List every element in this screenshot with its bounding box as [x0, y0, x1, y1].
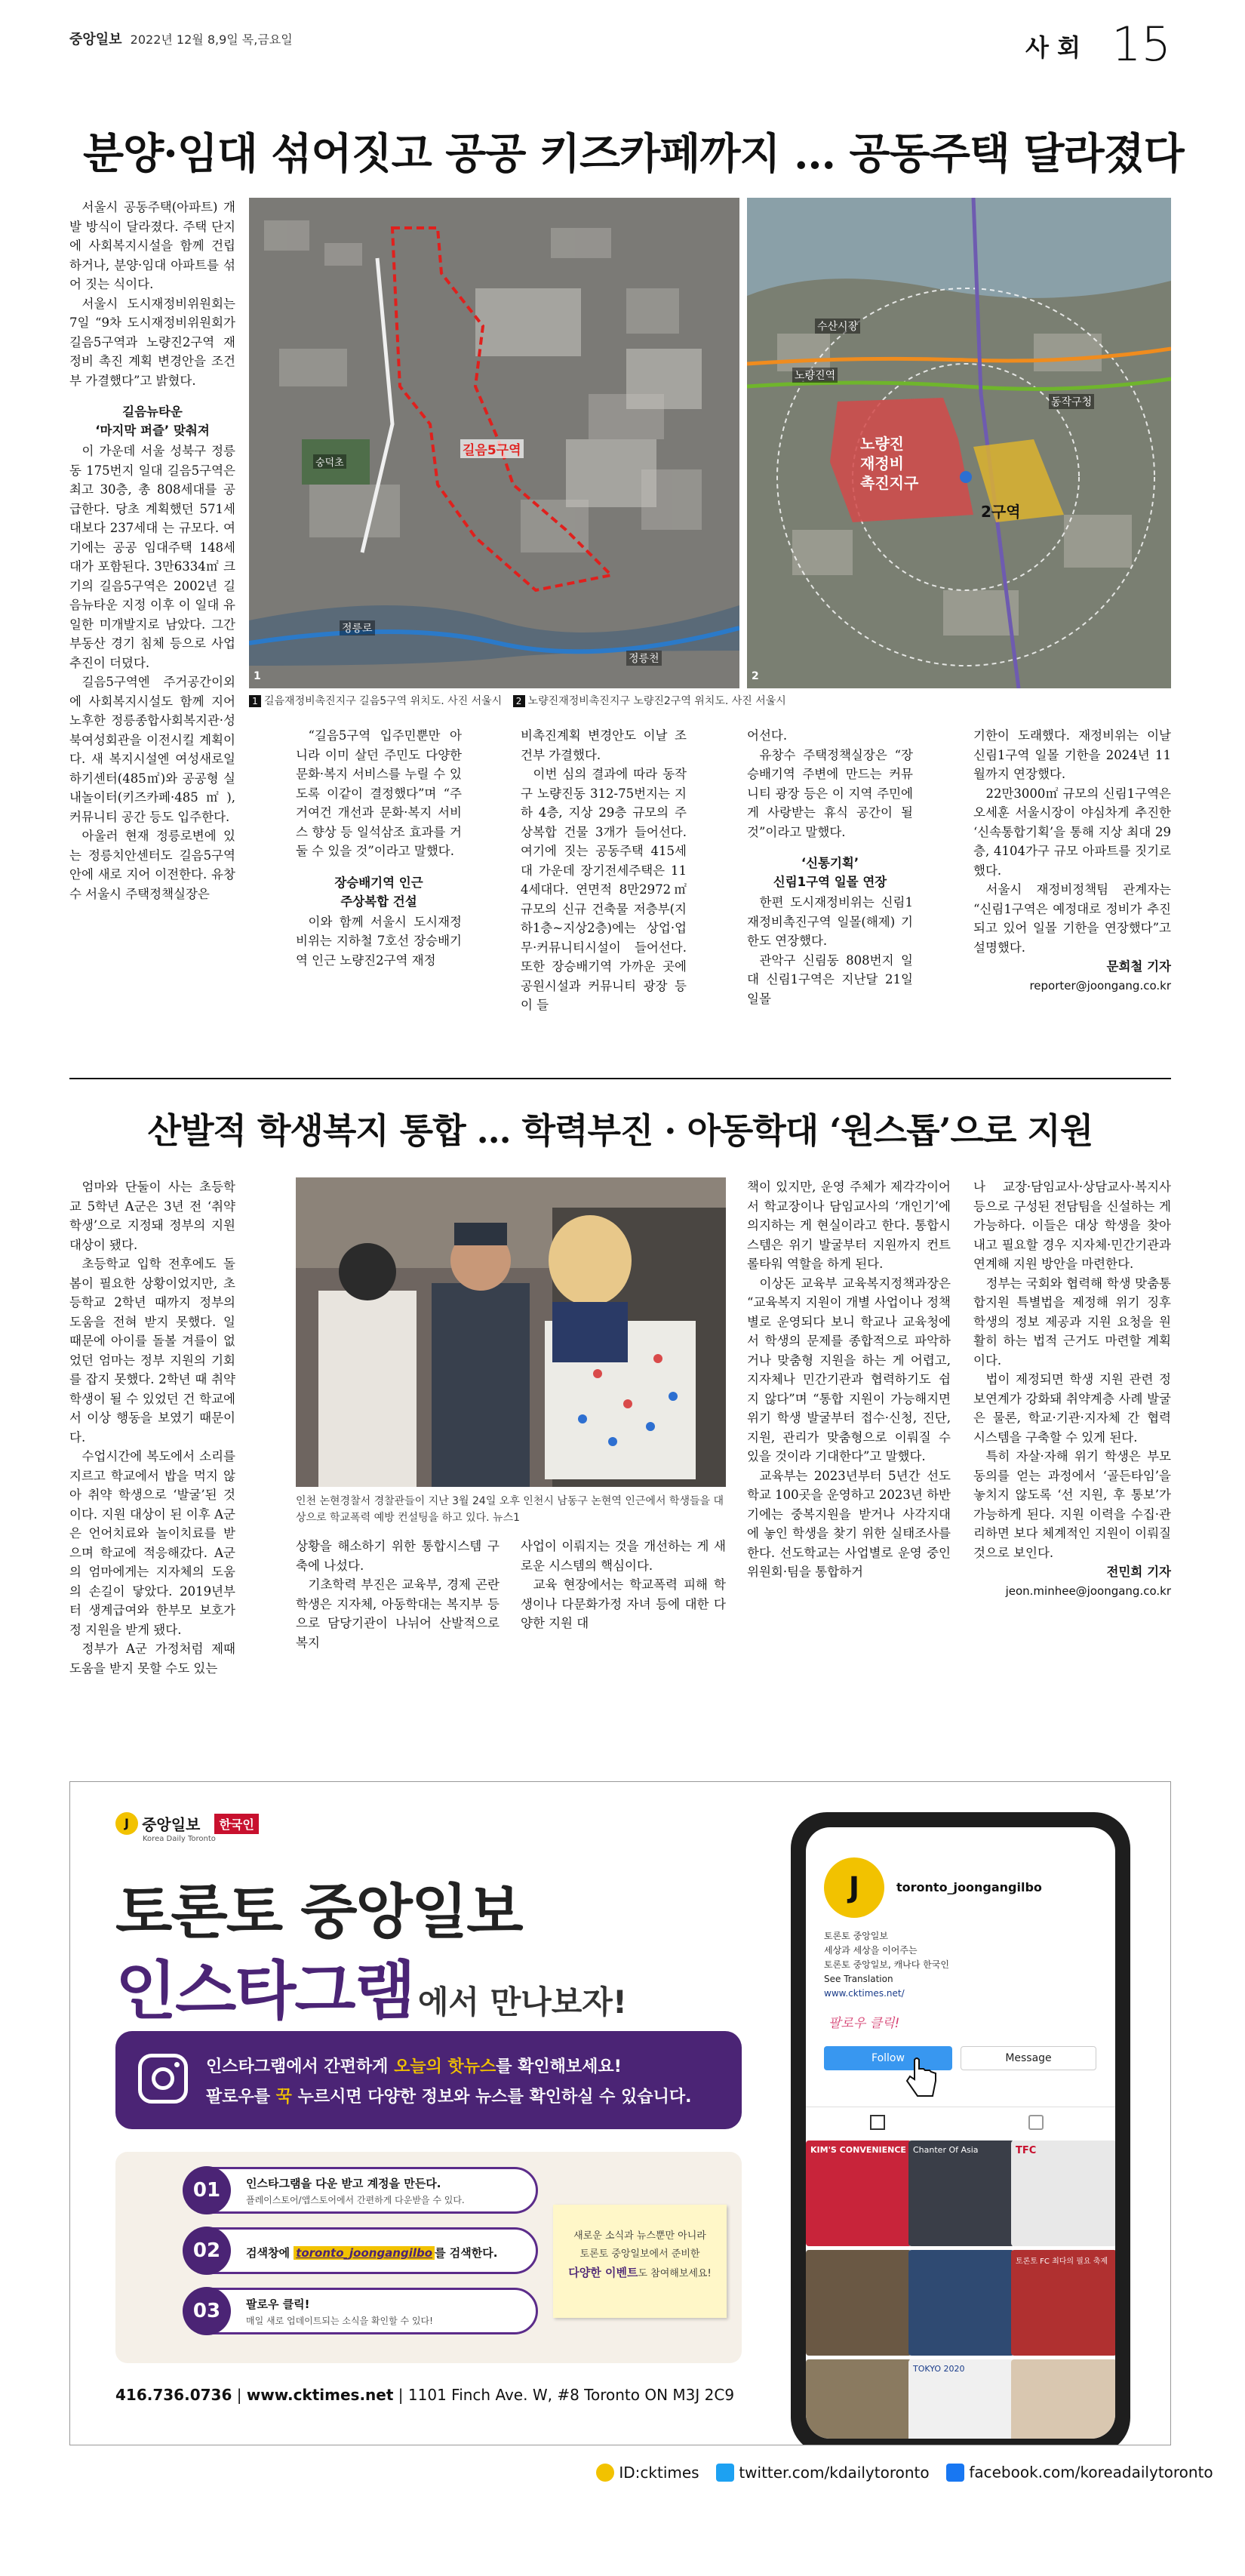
article1-headline: 분양·임대 섞어짓고 공공 키즈카페까지 … 공동주택 달라졌다 [83, 129, 1184, 179]
step-number: 02 [183, 2227, 231, 2275]
map-photo-1 [249, 198, 739, 688]
paragraph: 나 교장·담임교사·상담교사·복지사 등으로 구성된 전담팀을 신설하는 게 가능하다. 이들은 대상 학생을 찾아내고 필요할 경우 지자체·민간기관과 연계해 지원 방안을 마련한다. [973, 1180, 1171, 1271]
reporter-email: jeon.minhee@joongang.co.kr [1005, 1583, 1171, 1598]
map2-label-district-l1: 노량진 [860, 435, 904, 453]
step-desc: 플레이스토어/앱스토어에서 간편하게 다운받을 수 있다. [246, 2195, 465, 2205]
tab-bar [806, 2107, 1115, 2137]
instagram-icon [138, 2054, 188, 2104]
article1-col5 [973, 726, 1171, 996]
contact-sep: | [398, 2386, 408, 2404]
subheading-line: ‘신통기획’ [801, 856, 859, 870]
ad-title-3: 에서 만나보자! [417, 1984, 628, 2020]
step-handle: toronto_joongangilbo [294, 2246, 435, 2260]
police-campaign-photo [296, 1177, 726, 1487]
joongang-logo-icon: J [115, 1812, 138, 1835]
post-label: KIM'S CONVENIENCE [810, 2145, 906, 2155]
note-line: 토론토 중앙일보에서 준비한 [579, 2248, 700, 2260]
post-thumb[interactable] [806, 2359, 911, 2439]
bio-line: 토론토 중앙일보, 캐나다 한국인 [824, 1959, 949, 1970]
paragraph: 서울시 재정비정책팀 관계자는 “신림1구역은 예정대로 정비가 추진되고 있어 일몰 기한을 연장했다”고 설명했다. [973, 882, 1171, 955]
facebook-icon [946, 2464, 964, 2482]
ad-event-note [553, 2205, 727, 2318]
map2-label-station: 노량진역 [792, 368, 838, 383]
ad-step-2 [183, 2227, 538, 2274]
banner-text: 누르시면 다양한 정보와 뉴스를 확인하실 수 있습니다. [291, 2088, 692, 2107]
map1-label-stream: 정릉천 [626, 651, 662, 666]
paragraph: 비촉진계획 변경안도 이날 조건부 가결했다. [521, 728, 687, 762]
banner-text: 인스타그램에서 간편하게 [206, 2057, 395, 2076]
note-highlight: 다양한 이벤트 [568, 2266, 638, 2279]
map2-label-district-l3: 촉진지구 [860, 474, 919, 492]
twitter-link[interactable]: twitter.com/kdailytoronto [739, 2463, 930, 2482]
paragraph: 교육 현장에서는 학교폭력 피해 학생이나 다문화가정 자녀 등에 대한 다양한 지원 대 [521, 1577, 726, 1630]
paragraph: 엄마와 단둘이 사는 초등학교 5학년 A군은 3년 전 ‘취약 학생’으로 지정돼 정부의 지원 대상이 됐다. [69, 1180, 235, 1252]
paragraph: 어선다. [747, 728, 788, 743]
article2-col5 [973, 1177, 1171, 1601]
article2-col2 [296, 1537, 500, 1652]
map2-label-district-l2: 재정비 [860, 454, 904, 472]
post-thumb[interactable] [908, 2250, 1014, 2356]
paragraph: 서울시 도시재정비위원회는 7일 “9차 도시재정비위원회가 길음5구역과 노량진2구역 재정비 촉진 계획 변경안을 조건부 가결했다”고 밝혔다. [69, 296, 235, 388]
article1-caption [249, 693, 1171, 709]
post-thumb[interactable] [908, 2141, 1014, 2246]
social-footer [596, 2462, 1213, 2492]
phone-screen [806, 1827, 1115, 2439]
profile-username: toronto_joongangilbo [896, 1880, 1042, 1894]
contact-web: www.cktimes.net [246, 2386, 394, 2404]
ad-logo-sub: Korea Daily Toronto [143, 1835, 216, 1843]
article2-headline: 산발적 학생복지 통합 … 학력부진 · 아동학대 ‘원스톱’으로 지원 [147, 1110, 1093, 1151]
paragraph: 이번 심의 결과에 따라 동작구 노량진동 312-75번지는 지하 4층, 지상 29층 규모의 주상복합 건물 3개가 들어선다. 여기에 짓는 공동주택 415세대 가운데 장기전세주택은 114세대다. 연면적 8만2972㎡ 규모의 신규 건축물 저층부(지하1층~지상2층)에는 상업·업무·커뮤니티시설이 들어선다. 또한 장승배기역 가까운 곳에 공원시설과 커뮤니티 광장 등이 들 [521, 767, 687, 1012]
facebook-link[interactable]: facebook.com/koreadailytoronto [969, 2463, 1213, 2482]
paragraph: 정부는 국회와 협력해 학생 맞춤통합지원 특별법을 제정해 위기 징후 학생의 정보 제공과 지원 요청을 원활히 하는 법적 근거도 마련할 계획이다. [973, 1276, 1171, 1368]
note-text: 도 참여해보세요! [638, 2268, 712, 2279]
handwritten-note: 팔로우 클릭! [828, 2016, 900, 2031]
step-number: 01 [183, 2166, 231, 2214]
post-thumb[interactable] [1011, 2141, 1115, 2246]
paragraph: 기초학력 부진은 교육부, 경제 곤란 학생은 지자체, 아동학대는 복지부 등으로 담당기관이 나뉘어 산발적으로 복지 [296, 1577, 500, 1650]
banner-text: 를 확인해보세요! [496, 2057, 622, 2076]
map1-label-zone: 길음5구역 [460, 439, 524, 458]
article2-col3 [521, 1537, 726, 1633]
paragraph: 기한이 도래했다. 재정비위는 이날 신림1구역 일몰 기한을 2024년 11월까지 연장했다. [973, 728, 1171, 781]
map2-label-market: 수산시장 [815, 319, 860, 334]
contact-phone: 416.736.0736 [115, 2386, 232, 2404]
paper-logo: 중앙일보 [69, 32, 122, 48]
ad-title-row [115, 1940, 627, 2032]
post-label: 토론토 FC 최다의 필요 축제 [1016, 2257, 1108, 2266]
aerial-map-2 [747, 198, 1171, 688]
step-title [246, 2245, 497, 2261]
ad-logo-badge: 한국인 [214, 1814, 258, 1834]
phone-mockup [791, 1812, 1130, 2445]
ad-logo [115, 1812, 259, 1842]
article2-photo-caption: 인천 논현경찰서 경찰관들이 지난 3월 24일 오후 인천시 남동구 논현역 인근에서 학생들을 대상으로 학교폭력 예방 컨설팅을 하고 있다. 뉴스1 [296, 1495, 724, 1524]
article2-col4 [747, 1177, 951, 1582]
map-photo-2 [747, 198, 1171, 688]
caption-text: 길음재정비촉진지구 길음5구역 위치도. 사진 서울시 [264, 695, 503, 707]
pointer-hand-icon [904, 2054, 939, 2099]
subheading [69, 402, 235, 440]
reporter-email: reporter@joongang.co.kr [1029, 978, 1171, 993]
step-title: 인스타그램을 다운 받고 계정을 만든다. [246, 2177, 441, 2190]
article2-col1 [69, 1177, 235, 1678]
message-button[interactable]: Message [961, 2046, 1096, 2070]
post-thumb[interactable] [1011, 2359, 1115, 2439]
ad-title-2: 인스타그램 [115, 1954, 414, 2028]
masthead [69, 17, 1171, 72]
instagram-ad [69, 1781, 1171, 2445]
step-title: 팔로우 클릭! [246, 2297, 310, 2311]
paragraph: 이와 함께 서울시 도시재정비위는 지하철 7호선 장승배기역 인근 노량진2구역 재정 [296, 914, 462, 968]
map2-label-office: 동작구청 [1049, 394, 1094, 409]
section-divider [69, 1078, 1171, 1079]
post-label: TFC [1016, 2145, 1037, 2156]
subheading [296, 873, 462, 911]
contact-address: 1101 Finch Ave. W, #8 Toronto ON M3J 2C9 [407, 2386, 735, 2404]
map1-label-road: 정릉로 [340, 620, 375, 636]
byline: 전민희 기자 [1106, 1565, 1171, 1579]
post-thumb[interactable] [908, 2359, 1014, 2439]
caption-text: 노량진재정비촉진지구 노량진2구역 위치도. 사진 서울시 [527, 695, 786, 707]
subheading-line: 신림1구역 일몰 연장 [773, 875, 887, 889]
map1-number: 1 [254, 670, 261, 682]
grid-tab-icon[interactable] [870, 2115, 885, 2130]
issue-date: 2022년 12월 8,9일 목,금요일 [130, 32, 293, 47]
paragraph: “길음5구역 입주민뿐만 아니라 이미 살던 주민도 다양한 문화·복지 서비스를 누릴 수 있도록 이같이 결정했다”며 “주거여건 개선과 문화·복지 서비스 향상 등 일석삼조 효과를 거둘 수 있을 것”이라고 말했다. [296, 728, 462, 858]
caption-number: 2 [513, 695, 525, 707]
map1-label-school: 숭덕초 [313, 454, 346, 469]
paragraph: 아울러 현재 정릉로변에 있는 정릉치안센터도 길음5구역 안에 새로 지어 이전한다. 유창수 서울시 주택정책실장은 [69, 829, 235, 901]
ad-banner-line-1 [206, 2054, 622, 2077]
bio-line: 세상과 세상을 이어주는 [824, 1945, 918, 1956]
paragraph: 상황을 해소하기 위한 통합시스템 구축에 나섰다. [296, 1539, 500, 1573]
ad-banner-line-2 [206, 2084, 691, 2107]
paragraph: 정부가 A군 가정처럼 제때 도움을 받지 못할 수도 있는 [69, 1642, 235, 1676]
article1-col4 [747, 726, 913, 1008]
paragraph: 특히 자살·자해 위기 학생은 부모 동의를 얻는 과정에서 ‘골든타임’을 놓치지 않도록 ‘선 지원, 후 통보’가 가능하게 된다. 지원 이력을 수집·관리하면 보다 체계적인 지원이 이뤄질 것으로 보인다. [973, 1449, 1171, 1560]
subheading-line: 주상복합 건설 [340, 894, 417, 909]
contact-sep: | [236, 2386, 247, 2404]
step-text: 검색창에 [246, 2246, 294, 2260]
paragraph: 책이 있지만, 운영 주체가 제각각이어서 학교장이나 담임교사의 ‘개인기’에 의지하는 게 현실이라고 한다. 통합시스템은 위기 발굴부터 지원까지 컨트롤타워 역할을 하게 된다. [747, 1180, 951, 1271]
kakao-icon [596, 2464, 614, 2482]
paragraph: 초등학교 입학 전후에도 돌봄이 필요한 상황이었지만, 초등학교 2학년 때까지 정부의 도움을 전혀 받지 못했다. 일 때문에 아이를 돌볼 겨를이 없었던 엄마는 정부 지원의 기회를 잡지 못했다. 2학년 때 취약 학생이 될 수 있었던 건 학교에서 이상 행동을 보였기 때문이다. [69, 1257, 235, 1445]
twitter-icon [716, 2464, 734, 2482]
article1-col1 [69, 198, 235, 903]
police-photo [296, 1177, 726, 1487]
note-line [553, 2264, 727, 2283]
profile-avatar: J [824, 1857, 884, 1918]
kakao-id[interactable]: ID:cktimes [619, 2463, 699, 2482]
page-number: 15 [1111, 17, 1171, 72]
article1-col2 [296, 726, 462, 970]
post-thumb[interactable] [1011, 2250, 1115, 2356]
article1-col3 [521, 726, 687, 1015]
follow-button[interactable]: Follow [824, 2046, 952, 2070]
note-line: 새로운 소식과 뉴스뿐만 아니라 [573, 2230, 706, 2242]
step-desc: 매일 새로 업데이트되는 소식을 확인할 수 있다! [246, 2316, 433, 2326]
map2-label-zone: 2구역 [981, 503, 1021, 521]
bio-line: 토론토 중앙일보 [824, 1931, 888, 1941]
post-thumb[interactable] [806, 2141, 911, 2246]
tagged-tab-icon[interactable] [1028, 2115, 1044, 2130]
paragraph: 관악구 신림동 808번지 일대 신림1구역은 지난달 21일 일몰 [747, 953, 913, 1006]
caption-number: 1 [249, 695, 261, 707]
ad-banner [115, 2031, 742, 2129]
post-thumb[interactable] [806, 2250, 911, 2356]
paragraph: 사업이 이뤄지는 것을 개선하는 게 새로운 시스템의 핵심이다. [521, 1539, 726, 1573]
ad-contact [115, 2386, 734, 2404]
ad-step-1 [183, 2167, 538, 2214]
map2-number: 2 [752, 670, 759, 682]
paragraph: 이상돈 교육부 교육복지정책과장은 “교육복지 지원이 개별 사업이나 정책별로 운영되다 보니 학교나 교육청에서 학생의 문제를 종합적으로 파악하거나 맞춤형 지원을 하는 게 어렵고, 지자체나 민간기관과 협력하기도 쉽지 않다”며 “통합 지원이 가능해지면 위기 학생 발굴부터 접수·신청, 진단, 지원, 관리가 맞춤형으로 이뤄질 수 있을 것이라 기대한다”고 말했다. [747, 1276, 951, 1463]
paragraph: 법이 제정되면 학생 지원 관련 정보연계가 강화돼 취약계층 사례 발굴은 물론, 학교·기관·지자체 간 협력 시스템을 구축할 수 있게 된다. [973, 1372, 1171, 1445]
subheading-line: 장승배기역 인근 [334, 875, 423, 890]
ad-step-3 [183, 2288, 538, 2334]
paragraph: 교육부는 2023년부터 5년간 선도학교 100곳을 운영하고 2023년 하반기에는 중복지원을 받거나 사각지대에 놓인 학생을 찾기 위한 실태조사를 한다. 선도학교는 사업별로 운영 중인 위원회·팀을 통합하거 [747, 1468, 951, 1579]
paragraph: 유창수 주택정책실장은 “장승배기역 주변에 만드는 커뮤니티 광장 등은 이 지역 주민에게 사랑받는 휴식 공간이 될 것”이라고 말했다. [747, 747, 913, 839]
banner-text: 팔로우를 [206, 2088, 276, 2107]
bio-link[interactable]: www.cktimes.net/ [824, 1988, 905, 1999]
post-label: Chanter Of Asia [913, 2145, 979, 2155]
post-label: TOKYO 2020 [913, 2364, 965, 2374]
paragraph: 이 가운데 서울 성북구 정릉동 175번지 일대 길음5구역은 최고 30층, 총 808세대를 공급한다. 당초 계획했던 571세대보다 237세대 는 규모다. 여기에는 공공 임대주택 148세대가 포함된다. 3만6334㎡ 크기의 길음5구역은 2002년 길음뉴타운 지정 이후 이 일대 유일한 미개발지로 남았다. 그간 부동산 경기 침체 등으로 사업 추진이 더뎠다. [69, 444, 235, 670]
paragraph: 한편 도시재정비위는 신림1 재정비촉진구역 일몰(해제) 기한도 연장했다. [747, 895, 913, 948]
byline: 문희철 기자 [1106, 959, 1171, 974]
subheading-line: ‘마지막 퍼즐’ 맞춰져 [95, 423, 210, 438]
section-name: 사 회 [1025, 33, 1081, 62]
subheading [747, 854, 913, 891]
step-text: 를 검색한다. [435, 2246, 498, 2260]
bio-line: See Translation [824, 1974, 893, 1984]
ad-logo-paper: 중앙일보 [142, 1815, 201, 1834]
banner-highlight: 꾹 [275, 2088, 292, 2107]
subheading-line: 길음뉴타운 [122, 405, 183, 419]
banner-highlight: 오늘의 핫뉴스 [394, 2057, 496, 2076]
paragraph: 길음5구역엔 주거공간이외에 사회복지시설도 함께 지어 노후한 정릉종합사회복지관·성북여성회관을 이전시킬 계획이다. 새 복지시설엔 여성새로일하기센터(485㎡)와 공공형 실내놀이터(키즈카페·485㎡), 커뮤니티 공간 등도 입주한다. [69, 675, 235, 824]
paragraph: 수업시간에 복도에서 소리를 지르고 학교에서 밥을 먹지 않아 취약 학생으로 ‘발굴’된 것이다. 지원 대상이 된 이후 A군은 언어치료와 놀이치료를 받으며 학교에 적응해갔다. A군의 엄마에게는 지자체의 도움의 손길이 닿았다. 2019년부터 생계급여와 한부모 보호가정 지원을 받게 됐다. [69, 1449, 235, 1637]
paragraph: 서울시 공동주택(아파트) 개발 방식이 달라졌다. 주택 단지에 사회복지시설을 함께 건립하거나, 분양·임대 아파트를 섞어 짓는 식이다. [69, 200, 235, 291]
ad-title-1: 토론토 중앙일보 [115, 1879, 522, 1947]
step-number: 03 [183, 2287, 231, 2335]
paragraph: 22만3000㎡ 규모의 신림1구역은 오세훈 서울시장이 야심차게 추진한 ‘신속통합기획’을 통해 지상 최대 29층, 4104가구 규모 아파트를 짓기로 했다. [973, 786, 1171, 878]
profile-bio [824, 1929, 949, 2001]
